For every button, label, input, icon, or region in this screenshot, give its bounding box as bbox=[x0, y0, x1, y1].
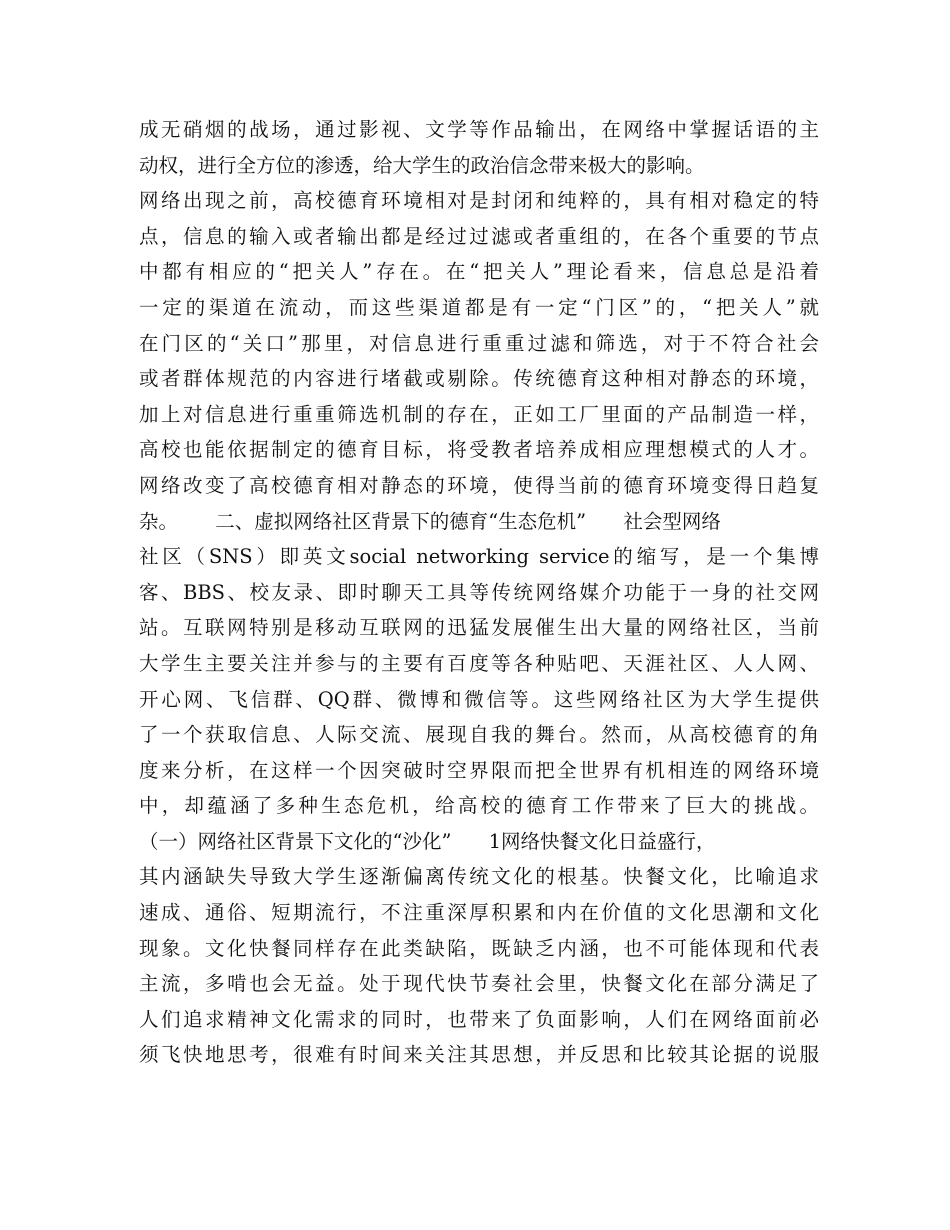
text-line: 社区（SNS）即英文social networking service的缩写，是一个集博 bbox=[139, 545, 819, 569]
text-line: 成无硝烟的战场，通过影视、文学等作品输出，在网络中掌握话语的主 bbox=[139, 118, 819, 141]
text-line: 在门区的“关口”那里，对信息进行重重过滤和筛选，对于不符合社会 bbox=[139, 331, 819, 355]
text-line: 高校也能依据制定的德育目标，将受教者培养成相应理想模式的人才。 bbox=[139, 438, 819, 462]
text-line: （一）网络社区背景下文化的“沙化” 1网络快餐文化日益盛行， bbox=[139, 829, 716, 853]
text-line: 度来分析，在这样一个因突破时空界限而把全世界有机相连的网络环境 bbox=[139, 758, 819, 782]
text-line: 动权，进行全方位的渗透，给大学生的政治信念带来极大的影响。 bbox=[139, 153, 705, 177]
text-line: 中都有相应的“把关人”存在。在“把关人”理论看来，信息总是沿着 bbox=[139, 260, 819, 284]
text-line: 站。互联网特别是移动互联网的迅猛发展催生出大量的网络社区，当前 bbox=[139, 616, 819, 640]
text-line: 大学生主要关注并参与的主要有百度等各种贴吧、天涯社区、人人网、 bbox=[139, 651, 819, 675]
text-line: 主流，多啃也会无益。处于现代快节奏社会里，快餐文化在部分满足了 bbox=[139, 972, 819, 996]
text-line: 点，信息的输入或者输出都是经过过滤或者重组的，在各个重要的节点 bbox=[139, 224, 819, 248]
text-line: 客、BBS、校友录、即时聊天工具等传统网络媒介功能于一身的社交网 bbox=[139, 580, 819, 604]
text-line: 网络出现之前，高校德育环境相对是封闭和纯粹的，具有相对稳定的特 bbox=[139, 189, 819, 213]
text-line: 速成、通俗、短期流行，不注重深厚积累和内在价值的文化思潮和文化 bbox=[139, 901, 819, 925]
text-line: 网络改变了高校德育相对静态的环境，使得当前的德育环境变得日趋复 bbox=[139, 473, 819, 497]
text-line: 加上对信息进行重重筛选机制的存在，正如工厂里面的产品制造一样， bbox=[139, 402, 819, 426]
text-line: 杂。 二、虚拟网络社区背景下的德育“生态危机” 社会型网络 bbox=[139, 509, 721, 533]
body-text bbox=[139, 112, 819, 1073]
text-line: 现象。文化快餐同样存在此类缺陷，既缺乏内涵，也不可能体现和代表 bbox=[139, 936, 819, 960]
text-line: 人们追求精神文化需求的同时，也带来了负面影响，人们在网络面前必 bbox=[139, 1007, 819, 1031]
text-line: 其内涵缺失导致大学生逐渐偏离传统文化的根基。快餐文化，比喻追求 bbox=[139, 865, 819, 889]
text-line: 或者群体规范的内容进行堵截或剔除。传统德育这种相对静态的环境， bbox=[139, 367, 819, 391]
text-line: 了一个获取信息、人际交流、展现自我的舞台。然而，从高校德育的角 bbox=[139, 723, 819, 747]
text-line: 一定的渠道在流动，而这些渠道都是有一定“门区”的，“把关人”就 bbox=[139, 295, 819, 319]
text-line: 开心网、飞信群、QQ群、微博和微信等。这些网络社区为大学生提供 bbox=[139, 687, 819, 711]
text-line: 中，却蕴涵了多种生态危机，给高校的德育工作带来了巨大的挑战。 bbox=[139, 794, 819, 818]
text-line: 须飞快地思考，很难有时间来关注其思想，并反思和比较其论据的说服 bbox=[139, 1043, 819, 1067]
